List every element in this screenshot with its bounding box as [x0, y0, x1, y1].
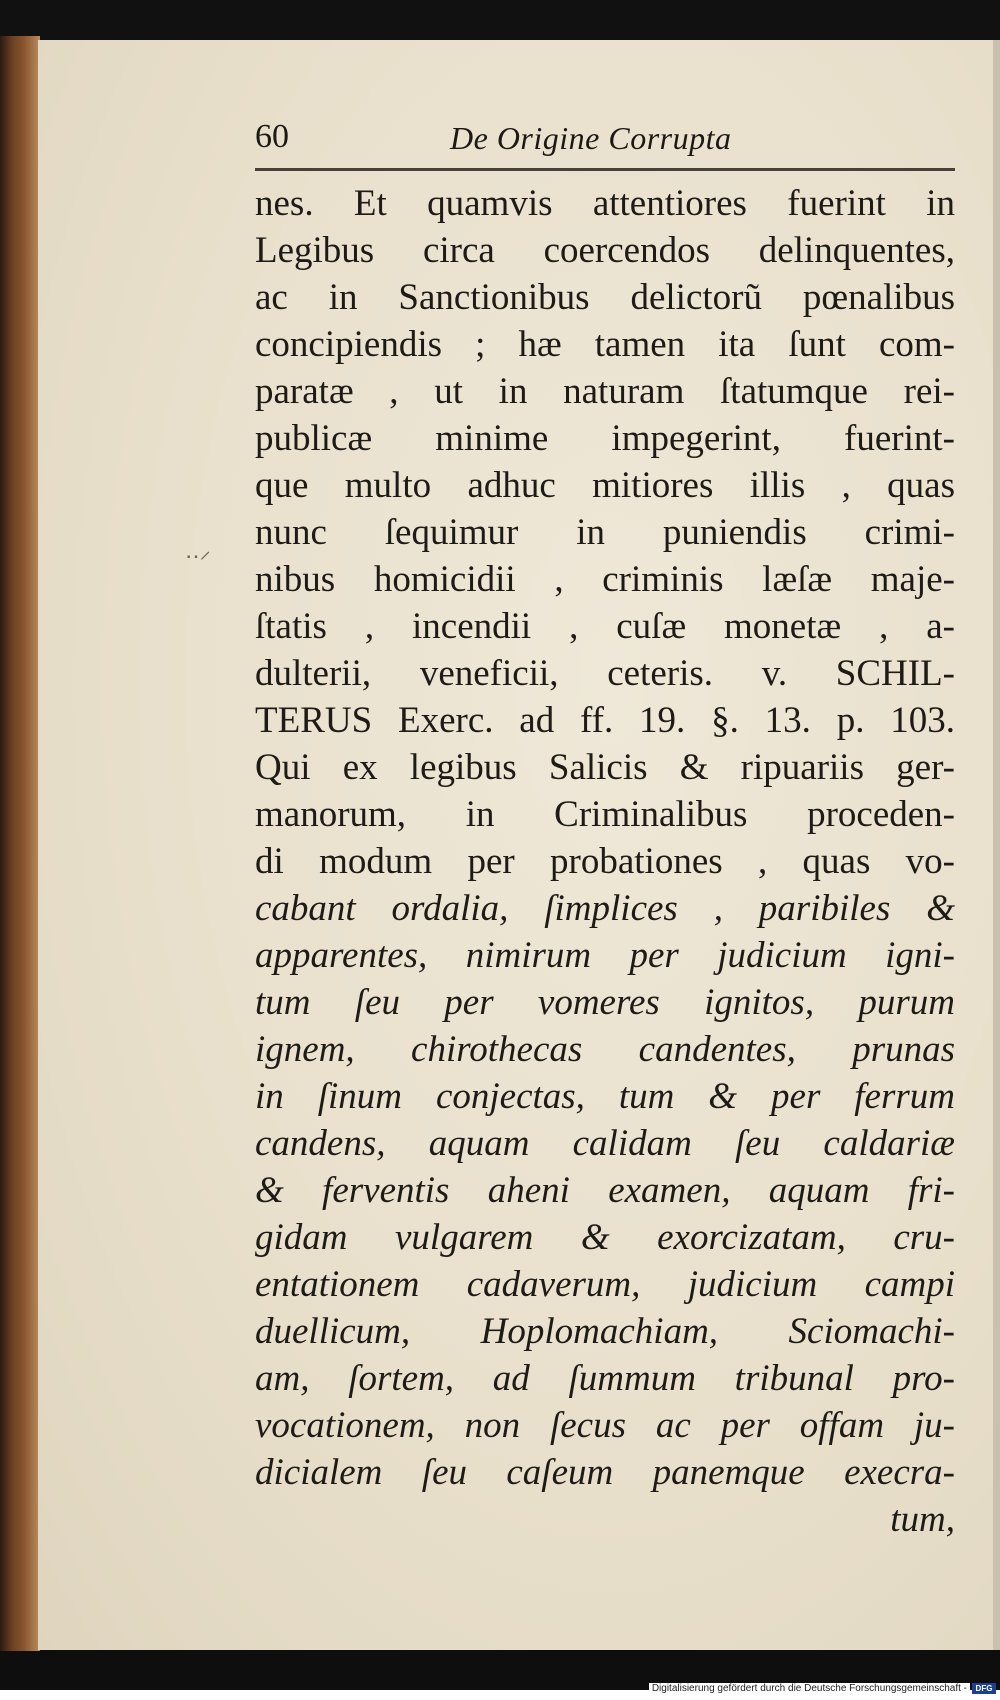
- running-title: De Origine Corrupta: [450, 120, 732, 156]
- text-line: nes. Et quamvis attentiores fuerint in: [255, 183, 955, 224]
- text-line: candens, aquam calidam ſeu caldariæ: [255, 1123, 955, 1164]
- margin-mark: ‥⸝: [185, 538, 211, 563]
- text-line: TERUS Exerc. ad ff. 19. §. 13. p. 103.: [255, 700, 955, 741]
- page-header: [255, 118, 885, 163]
- text-line: apparentes, nimirum per judicium igni-: [255, 935, 955, 976]
- text-line: que multo adhuc mitiores illis , quas: [255, 465, 955, 506]
- text-line: dulterii, veneficii, ceteris. v. SCHIL-: [255, 653, 955, 694]
- body-text: [255, 180, 955, 1543]
- text-line: Qui ex legibus Salicis & ripuariis ger-: [255, 747, 955, 788]
- text-line: nunc ſequimur in puniendis crimi-: [255, 512, 955, 553]
- text-line: & ferventis aheni examen, aquam fri-: [255, 1170, 955, 1211]
- text-line: duellicum, Hoplomachiam, Sciomachi-: [255, 1311, 955, 1352]
- text-line: in ſinum conjectas, tum & per ferrum: [255, 1076, 955, 1117]
- text-line: vocationem, non ſecus ac per offam ju-: [255, 1405, 955, 1446]
- dfg-logo: DFG: [972, 1683, 996, 1694]
- text-line: tum ſeu per vomeres ignitos, purum: [255, 982, 955, 1023]
- text-line: cabant ordalia, ſimplices , paribiles &: [255, 888, 955, 929]
- text-line: publicæ minime impegerint, fuerint-: [255, 418, 955, 459]
- text-line: manorum, in Criminalibus proceden-: [255, 794, 955, 835]
- text-line: paratæ , ut in naturam ſtatumque rei-: [255, 371, 955, 412]
- book-spine: [0, 36, 40, 1651]
- text-line: di modum per probationes , quas vo-: [255, 841, 955, 882]
- scan-top-border: [0, 0, 1000, 42]
- text-line: Legibus circa coercendos delinquentes,: [255, 230, 955, 271]
- page-number: 60: [255, 118, 289, 155]
- text-line: dicialem ſeu caſeum panemque execra-: [255, 1452, 955, 1493]
- text-line: gidam vulgarem & exorcizatam, cru-: [255, 1217, 955, 1258]
- text-line: am, ſortem, ad ſummum tribunal pro-: [255, 1358, 955, 1399]
- text-line: entationem cadaverum, judicium campi: [255, 1264, 955, 1305]
- text-line: nibus homicidii , criminis læſæ maje-: [255, 559, 955, 600]
- text-line: ac in Sanctionibus delictorũ pœnalibus: [255, 277, 955, 318]
- page-edge: [993, 40, 1000, 1650]
- text-line: ſtatis , incendii , cuſæ monetæ , a-: [255, 606, 955, 647]
- header-rule: [255, 168, 955, 175]
- digitization-credit: Digitalisierung gefördert durch die Deutsche Forschungsgemeinschaft -: [649, 1683, 970, 1694]
- text-line: tum,: [890, 1499, 955, 1540]
- text-line: concipiendis ; hæ tamen ita ſunt com-: [255, 324, 955, 365]
- text-line: ignem, chirothecas candentes, prunas: [255, 1029, 955, 1070]
